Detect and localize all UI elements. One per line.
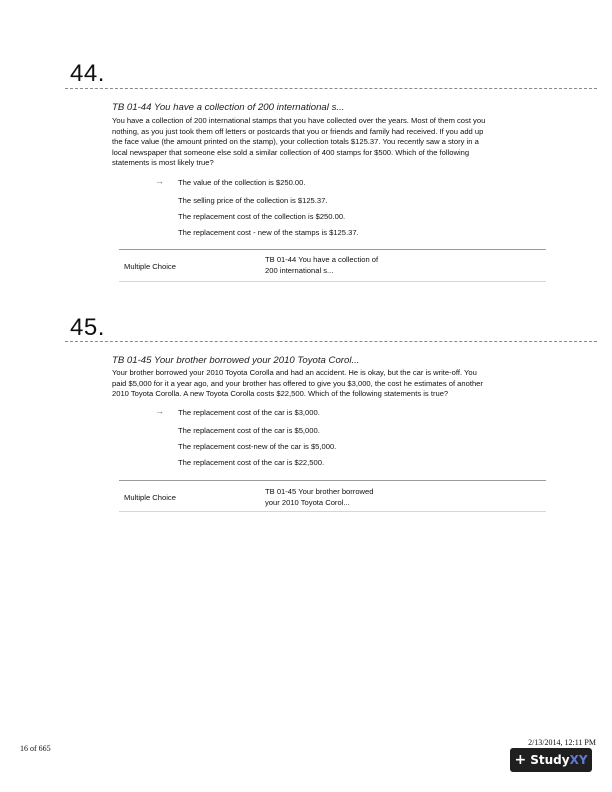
meta-top-rule (119, 249, 546, 250)
answer-choice: The selling price of the collection is $125.37. (178, 196, 328, 205)
logo-text-study: Study (530, 753, 570, 767)
question-number: 44. (70, 60, 105, 87)
question-title: TB 01-45 Your brother borrowed your 2010 Toyota Corol... (112, 355, 360, 366)
answer-choice: The replacement cost-new of the car is $5,000. (178, 442, 337, 451)
correct-answer-arrow-icon: → (155, 176, 164, 186)
answer-choice: The replacement cost of the collection is $250.00. (178, 212, 346, 221)
question-title: TB 01-44 You have a collection of 200 international s... (112, 102, 345, 113)
logo-text-xy: XY (569, 753, 588, 767)
print-timestamp: 2/13/2014, 12:11 PM (528, 738, 596, 747)
dashed-divider (65, 88, 597, 89)
meta-bottom-rule (119, 511, 546, 512)
question-reference: TB 01-44 You have a collection of 200 international s... (265, 255, 379, 275)
plus-icon: + (514, 752, 527, 768)
question-reference: TB 01-45 Your brother borrowed your 2010 Toyota Corol... (265, 487, 374, 507)
answer-choice: The value of the collection is $250.00. (178, 178, 306, 187)
question-text: You have a collection of 200 international stamps that you have collected over the years. Most of them cost you nothing, as you just took them off letters or postcards that you or friends and family had received. If you add up the face value (the amount printed on the stamp), your collection totals $125.37. You recently saw a story in a local newspaper that someone else sold a similar collection of 400 stamps for $500. Which of the following statements is most likely true? (112, 116, 486, 168)
correct-answer-arrow-icon: → (155, 406, 164, 416)
studyxy-logo[interactable] (510, 748, 592, 772)
question-number: 45. (70, 314, 105, 341)
meta-bottom-rule (119, 281, 546, 282)
meta-top-rule (119, 480, 546, 481)
dashed-divider (65, 341, 597, 342)
question-type: Multiple Choice (124, 493, 176, 502)
question-text: Your brother borrowed your 2010 Toyota Corolla and had an accident. He is okay, but the car is write-off. You paid $5,000 for it a year ago, and your brother has offered to give you $3,000, the cost he estimates of another 2010 Toyota Corolla. A new Toyota Corolla costs $22,500. Which of the following statements is true? (112, 368, 483, 399)
answer-choice: The replacement cost of the car is $22,500. (178, 458, 325, 467)
answer-choice: The replacement cost - new of the stamps is $125.37. (178, 228, 359, 237)
answer-choice: The replacement cost of the car is $5,000. (178, 426, 320, 435)
page-counter: 16 of 665 (20, 744, 51, 753)
question-type: Multiple Choice (124, 262, 176, 271)
answer-choice: The replacement cost of the car is $3,000. (178, 408, 320, 417)
